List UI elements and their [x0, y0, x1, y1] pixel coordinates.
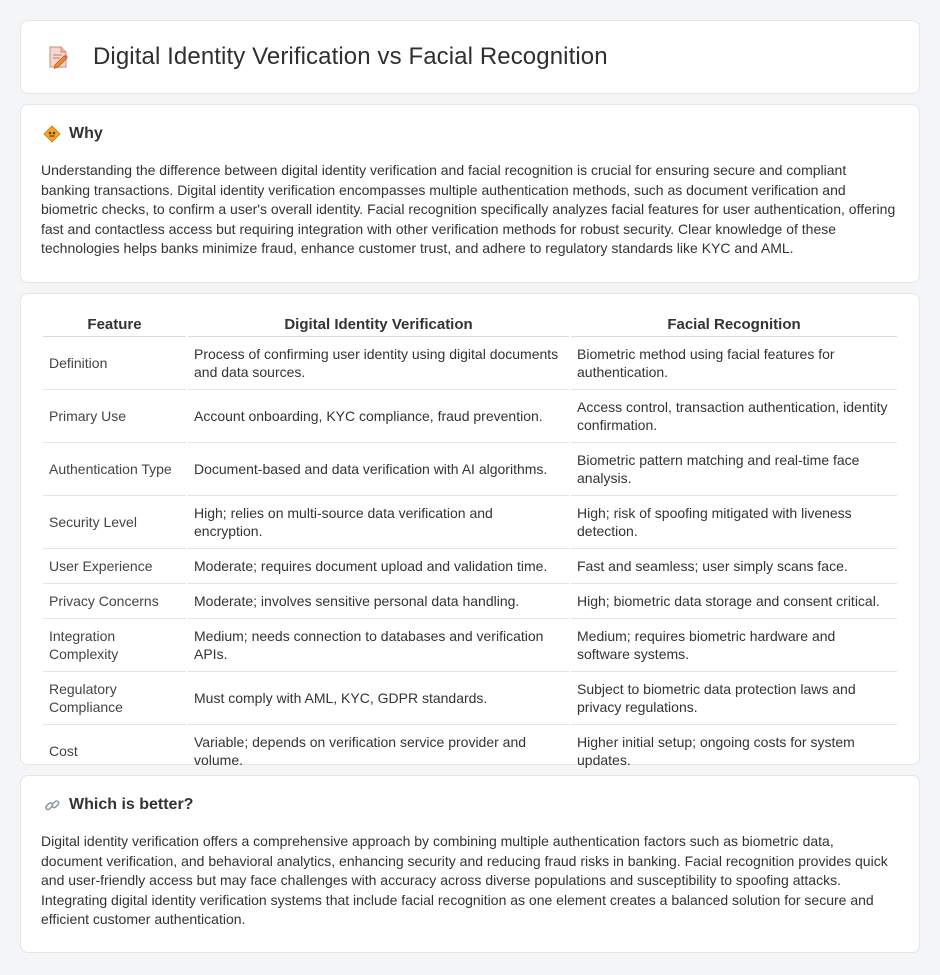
table-cell-feature: Privacy Concerns — [43, 584, 186, 619]
table-cell-feature: Authentication Type — [43, 443, 186, 496]
table-cell-facial: Access control, transaction authentication, identity confirmation. — [571, 390, 897, 443]
table-cell-digital: Process of confirming user identity using digital documents and data sources. — [188, 337, 569, 390]
document-pencil-icon — [45, 44, 71, 70]
table-cell-feature: Security Level — [43, 496, 186, 549]
table-cell-facial: High; biometric data storage and consent critical. — [571, 584, 897, 619]
title-card — [20, 20, 920, 94]
table-cell-facial: Subject to biometric data protection laws and privacy regulations. — [571, 672, 897, 725]
table-row — [43, 390, 897, 443]
table-cell-facial: Higher initial setup; ongoing costs for system updates. — [571, 725, 897, 778]
diamond-sign-icon — [43, 125, 61, 143]
table-cell-digital: Document-based and data verification with AI algorithms. — [188, 443, 569, 496]
why-text: Understanding the difference between digital identity verification and facial recognition is crucial for ensuring secure and compliant banking transactions. Digital identity verification encompasses multiple authentication methods, such as document verification and biometric checks, to confirm a user's overall identity. Facial recognition specifically analyzes facial features for user authentication, offering fast and contactless access but requiring integration with other verification methods for robust security. Clear knowledge of these technologies helps banks minimize fraud, enhance customer trust, and adhere to regulatory standards like KYC and AML. — [41, 162, 896, 257]
table-row — [43, 619, 897, 672]
table-cell-digital: Must comply with AML, KYC, GDPR standards. — [188, 672, 569, 725]
table-cell-facial: Biometric method using facial features for authentication. — [571, 337, 897, 390]
table-row — [43, 443, 897, 496]
table-cell-feature: Regulatory Compliance — [43, 672, 186, 725]
table-cell-digital: Medium; needs connection to databases and verification APIs. — [188, 619, 569, 672]
comparison-table — [41, 314, 899, 778]
table-cell-digital: Moderate; requires document upload and validation time. — [188, 549, 569, 584]
better-text: Digital identity verification offers a comprehensive approach by combining multiple authentication factors such as biometric data, document verification, and behavioral analytics, enhancing security and reducing fraud risks in banking. Facial recognition provides quick and user-friendly access but may face challenges with accuracy across diverse populations and susceptibility to spoofing attacks. Integrating digital identity verification systems that include facial recognition as one element creates a balanced solution for secure and efficient customer authentication. — [41, 833, 888, 928]
table-cell-facial: Fast and seamless; user simply scans face. — [571, 549, 897, 584]
table-row — [43, 496, 897, 549]
table-cell-feature: Primary Use — [43, 390, 186, 443]
link-icon — [43, 796, 61, 814]
table-cell-digital: Variable; depends on verification service provider and volume. — [188, 725, 569, 778]
table-cell-feature: Cost — [43, 725, 186, 778]
table-row — [43, 549, 897, 584]
table-cell-digital: Moderate; involves sensitive personal data handling. — [188, 584, 569, 619]
table-cell-feature: Integration Complexity — [43, 619, 186, 672]
table-cell-digital: Account onboarding, KYC compliance, fraud prevention. — [188, 390, 569, 443]
table-cell-facial: Biometric pattern matching and real-time face analysis. — [571, 443, 897, 496]
table-row — [43, 672, 897, 725]
table-cell-facial: Medium; requires biometric hardware and software systems. — [571, 619, 897, 672]
page-title: Digital Identity Verification vs Facial Recognition — [93, 43, 608, 70]
why-heading: Why — [69, 125, 103, 142]
table-cell-feature: Definition — [43, 337, 186, 390]
comparison-table-card — [20, 293, 920, 768]
table-row — [43, 337, 897, 390]
table-cell-digital: High; relies on multi-source data verification and encryption. — [188, 496, 569, 549]
table-header-digital-identity: Digital Identity Verification — [188, 314, 569, 337]
why-section — [20, 104, 920, 283]
which-is-better-section — [20, 775, 920, 953]
table-row — [43, 584, 897, 619]
table-row — [43, 725, 897, 778]
table-cell-feature: User Experience — [43, 549, 186, 584]
table-cell-facial: High; risk of spoofing mitigated with liveness detection. — [571, 496, 897, 549]
table-header-feature: Feature — [43, 314, 186, 337]
better-heading: Which is better? — [69, 796, 194, 813]
table-header-facial-recognition: Facial Recognition — [571, 314, 897, 337]
